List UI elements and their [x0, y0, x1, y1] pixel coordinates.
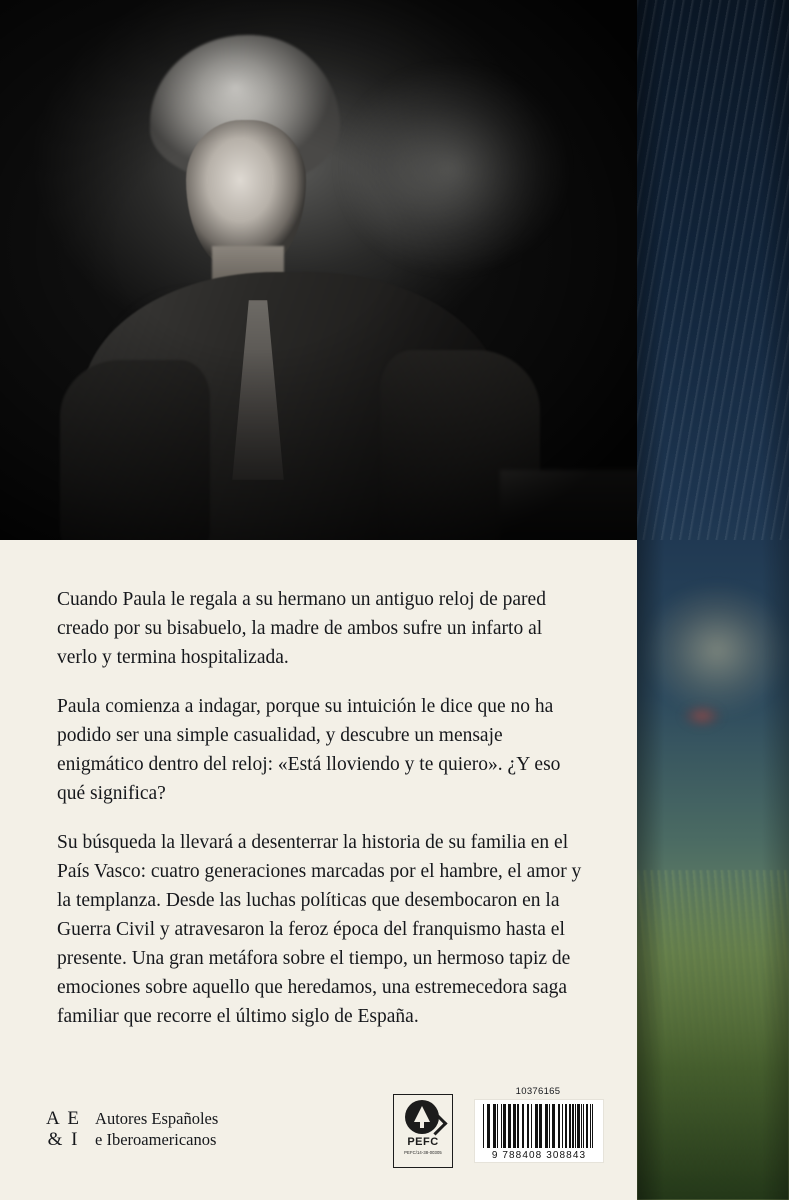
blurb-paragraph-1: Cuando Paula le regala a su hermano un antiguo reloj de pared creado por su bisabuelo, la madre de ambos sufre un infarto al verlo y termina hospitalizada.	[57, 589, 546, 668]
pefc-tree-icon	[405, 1100, 441, 1134]
front-cover-edge-strip	[637, 0, 789, 1200]
publisher-monogram	[46, 1108, 81, 1150]
barcode-bars	[483, 1104, 595, 1148]
publisher-name	[95, 1108, 218, 1150]
publisher-monogram-line1: A E	[46, 1108, 82, 1129]
strip-vignette	[637, 0, 789, 1200]
publisher-name-line2: e Iberoamericanos	[95, 1130, 217, 1149]
isbn-digits: 9 788408 308843	[491, 1150, 587, 1161]
publisher-monogram-line2: & I	[47, 1129, 80, 1150]
blurb-paragraph-3: Su búsqueda la llevará a desenterrar la historia de su familia en el País Vasco: cuatro generaciones marcadas por el hambre, el amor y la templanza. Desde las luchas políticas que desembocaron en la Guerra Civil y atravesaron la feroz época del franquismo hasta el presente. Una gran metáfora sobre el tiempo, un hermoso tapiz de emociones sobre aquello que heredamos, una estremecedora saga familiar que recorre el último siglo de España.	[57, 832, 582, 1027]
blurb-paragraph-2: Paula comienza a indagar, porque su intuición le dice que no ha podido ser una simple casualidad, y descubre un mensaje enigmático dentro del reloj: «Está lloviendo y te quiero». ¿Y eso qué significa?	[57, 696, 561, 804]
isbn-item-number: 10376165	[515, 1086, 561, 1097]
pefc-certification-mark	[393, 1094, 453, 1168]
isbn-barcode	[474, 1099, 604, 1163]
back-cover-footer	[0, 1040, 637, 1200]
publisher-imprint	[46, 1108, 218, 1150]
pefc-code: PEFC/14-38-00305	[404, 1150, 442, 1155]
back-cover-blurb	[57, 585, 582, 1031]
portrait-vignette	[0, 0, 637, 540]
isbn-barcode-block	[474, 1086, 602, 1163]
pefc-label: PEFC	[407, 1136, 439, 1148]
author-portrait-photo	[0, 0, 637, 540]
publisher-name-line1: Autores Españoles	[95, 1109, 219, 1128]
